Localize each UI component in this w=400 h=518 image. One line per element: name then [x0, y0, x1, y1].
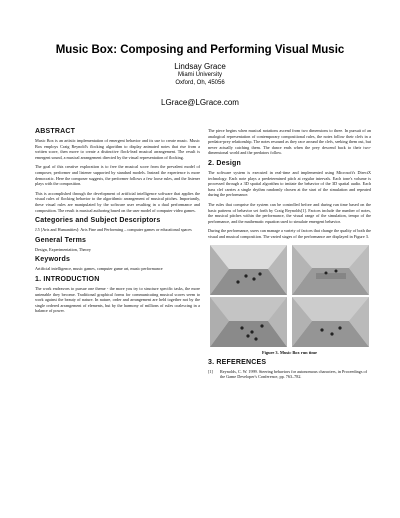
screenshot-4: [292, 297, 369, 347]
abstract-paragraph-2: The goal of this creative exploration is to free the musical score from the prevalent model of composer, performer and listener supported by standard models. Instead the experience is more democratic. Here the composer suggests, the performer follows a few loose rules, and the listener plays with the composition.: [35, 164, 200, 187]
reference-item: [208, 369, 371, 380]
figure-caption: Figure 3. Music Box run time: [261, 349, 318, 355]
author-institution: Miami University: [177, 72, 222, 78]
abstract-heading: ABSTRACT: [35, 128, 76, 135]
author-location: Oxford, Oh, 45056: [175, 80, 225, 86]
paper-title: Music Box: Composing and Performing Visual Music: [55, 44, 345, 56]
runtime-figure: [208, 244, 371, 348]
references-heading: 3. REFERENCES: [208, 358, 267, 366]
design-paragraph-2: The rules that comprise the system can be controlled before and during run time based on the basic patterns of behavior set forth by Craig Reynolds[1]. Factors include the number of notes, the musical pitches within the performance, the visual range of the simulation, tempo of the performance, and the mathematic equation used to simulate emergent behavior.: [208, 201, 371, 224]
abstract-paragraph-3: This is accomplished through the development of artificial intelligence software that applies the visual rules of flocking behavior to the algorithmic arrangement of musical pitches. Importantly, these visual rules are manipulated by the software user resulting in a dual performance and composition. The result is musical authoring based on the user model of computer video games.: [35, 190, 200, 213]
reference-text: Reynolds, C. W. 1999. Steering behaviors for autonomous characters, in Proceedings of the Game Developer's Conference, pp. 763–782.: [220, 368, 367, 380]
runtime-screenshots: [208, 244, 371, 348]
keywords-heading: Keywords: [35, 256, 71, 264]
screenshot-2: [292, 245, 369, 295]
right-column: [208, 128, 371, 380]
introduction-heading: 1. INTRODUCTION: [35, 275, 100, 283]
categories-text: J.5 [Arts and Humanities]: Arts Fine and Performing – computer games or educational spaces: [35, 227, 192, 233]
keywords-text: Artificial intelligence, music games, computer game art, music performance: [35, 266, 163, 272]
author-email: LGrace@LGrace.com: [161, 98, 239, 107]
author-name: Lindsay Grace: [174, 62, 226, 71]
general-terms-heading: General Terms: [35, 236, 87, 244]
abstract-paragraph-1: Music Box is an artistic implementation of emergent behavior and its use to create music. Music Box employs Craig Reynold's flocking algorithm to display animated notes that rise from a written score, then move to create a distinctive flock-lead musical arrangement. The result is emergent sound, a musical arrangement directed by the visual representation of flocking.: [35, 138, 200, 160]
reference-number: [1]: [208, 368, 213, 374]
screenshot-3: [210, 297, 287, 347]
general-terms-text: Design, Experimentation, Theory: [35, 246, 91, 252]
introduction-text: The work endeavors to pursue one theme - the more you try to structure specific tasks, the more untenable they become. Traditional graphical forms for communicating musical scores seem to work against the beauty of nature. In nature, order and arrangement are held together not by the single ordered arrangement of elements, but by the harmony of millions of rules coalescing in a balance of power.: [35, 285, 200, 314]
categories-heading: Categories and Subject Descriptors: [35, 217, 161, 225]
design-heading: 2. Design: [208, 159, 241, 167]
design-paragraph-1: The software system is executed in real-time and implemented using Microsoft's DirectX technology. Each note plays a predetermined pitch at regular intervals. Each tone's volume is processed through a 3D spatial algorithm to imitate the behavior of the 3D spatial audio. Each bass clef carries a single rhythm randomly chosen at the start of the simulation and repeated during the performance.: [208, 169, 371, 198]
continued-paragraph: The piece begins when musical notations ascend from two dimensions to three. In pursuit of an analogical representation of contemporary compositional rules, the notes follow their clefs in a predator-prey relationship. The notes resound as they race around the clefs, seeking them out, but never actually catching them. The dance ends when the prey descend back to their two-dimensional world and the predators follow.: [208, 128, 371, 156]
screenshot-1: [210, 245, 287, 295]
left-column: [35, 128, 200, 318]
design-paragraph-3: During the performance, users can manage a variety of factors that change the quality of both the visual and musical composition. The varied stages of the performance are displayed in Figure 3.: [208, 228, 371, 239]
